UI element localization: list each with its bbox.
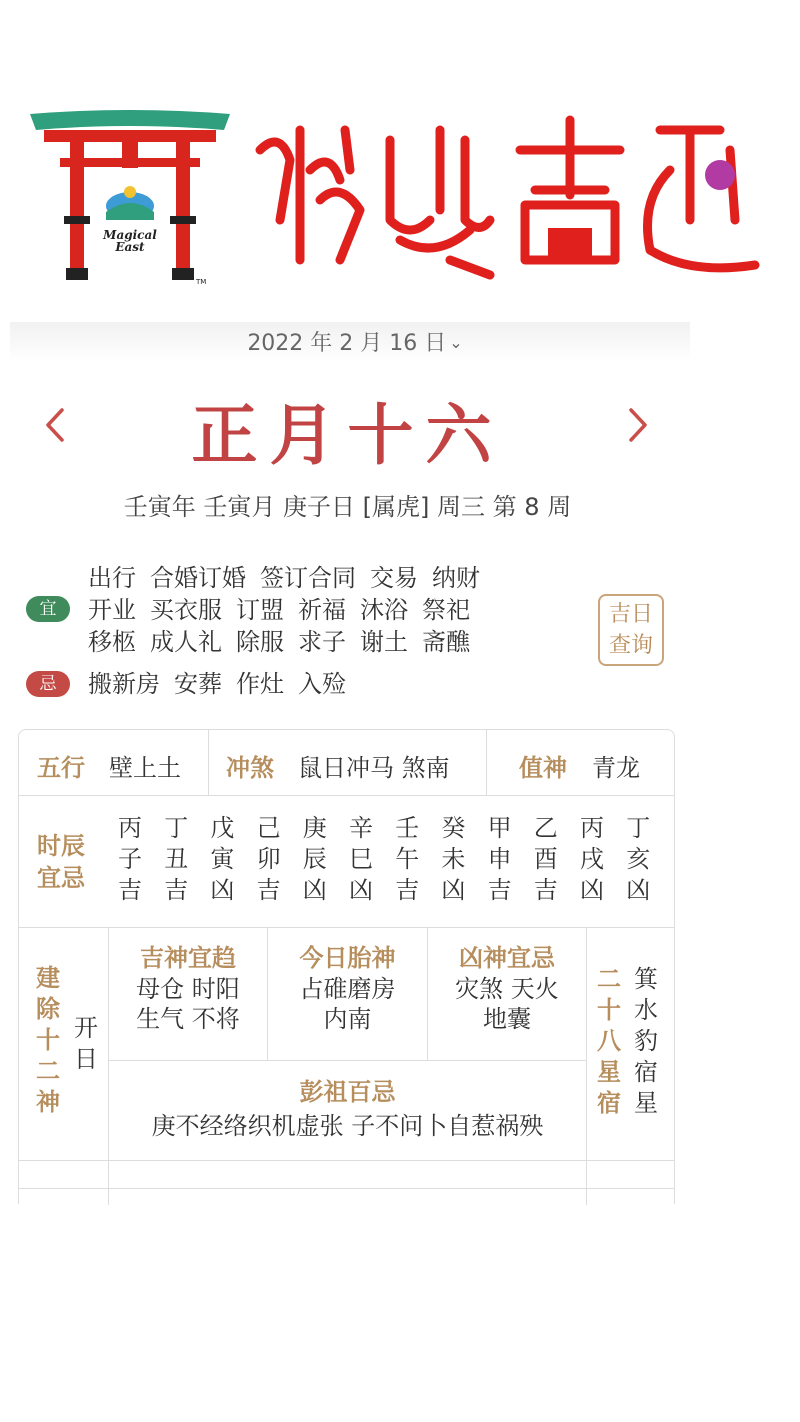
- xiongshen-line2: 地囊: [483, 1005, 531, 1033]
- xiongshen-label: 凶神宜忌: [459, 944, 555, 972]
- yi-list: [88, 562, 588, 658]
- hour-gan: 甲: [487, 814, 512, 842]
- xiu-value: [631, 964, 661, 1119]
- wuxing-value: 壁上土: [109, 754, 181, 782]
- hour-gan: 壬: [395, 814, 420, 842]
- yi-item: 交易: [370, 564, 418, 592]
- jianchu-value: [71, 1013, 101, 1075]
- xiu-label: [594, 964, 624, 1119]
- vertical-char: 星: [597, 1058, 621, 1086]
- jishen-line2: 生气 不将: [136, 1005, 240, 1033]
- yi-item: 移柩: [88, 628, 136, 656]
- svg-text:Magical: Magical: [103, 228, 157, 242]
- vertical-char: 除: [36, 995, 60, 1023]
- yi-item: 签订合同: [260, 564, 356, 592]
- yi-item: 开业: [88, 596, 136, 624]
- hour-zhi: 酉: [533, 845, 558, 873]
- hour-luck: 吉: [533, 876, 558, 904]
- hour-gan: 乙: [533, 814, 558, 842]
- yi-item: 斋醮: [422, 628, 470, 656]
- yi-item: 出行: [88, 564, 136, 592]
- vertical-char: 建: [36, 964, 60, 992]
- yi-item: 成人礼: [150, 628, 222, 656]
- jishen-line1: 母仓 时阳: [136, 975, 240, 1003]
- hour-luck: 吉: [256, 876, 281, 904]
- hour-column: [302, 813, 328, 906]
- chongsha-label: 冲煞: [226, 754, 274, 782]
- chevron-down-icon: ⌄: [449, 333, 463, 352]
- vertical-char: 十: [36, 1026, 60, 1054]
- lunar-date: 正月十六: [191, 396, 504, 474]
- ganzhi-line: 壬寅年 壬寅月 庚子日 [属虎] 周三 第 8 周: [123, 493, 572, 521]
- hour-luck: 凶: [441, 876, 466, 904]
- vertical-char: 豹: [634, 1027, 658, 1055]
- yi-item: 买衣服: [150, 596, 222, 624]
- vertical-char: 二: [36, 1057, 60, 1085]
- magical-east-torii-logo: [30, 108, 230, 288]
- almanac-table: [18, 729, 675, 1204]
- hour-zhi: 丑: [164, 845, 189, 873]
- pengzu-cell: [109, 1076, 586, 1144]
- jiri-button-line1: 吉日: [608, 602, 653, 627]
- ji-list: [88, 668, 588, 700]
- hour-gan: 辛: [349, 814, 373, 842]
- taishen-label: 今日胎神: [299, 944, 396, 972]
- hour-luck: 吉: [164, 876, 189, 904]
- hour-column: [440, 813, 466, 906]
- hour-luck: 凶: [349, 876, 373, 904]
- hour-zhi: 未: [441, 845, 466, 873]
- xiongshen-cell: [428, 942, 586, 1034]
- shichen-label: [37, 830, 85, 894]
- hour-column: [209, 813, 235, 906]
- ji-badge: 忌: [26, 671, 70, 697]
- next-day-arrow-icon[interactable]: [623, 400, 653, 450]
- hour-column: [256, 813, 282, 906]
- hour-luck: 吉: [487, 876, 512, 904]
- zhishen-value: 青龙: [592, 754, 640, 782]
- hour-gan: 丙: [118, 814, 142, 842]
- vertical-char: 箕: [634, 965, 658, 993]
- hour-column: [625, 813, 651, 906]
- wuxing-label: 五行: [37, 754, 85, 782]
- hour-gan: 丁: [626, 814, 651, 842]
- hour-zhi: 巳: [349, 845, 373, 873]
- hour-column: [533, 813, 559, 906]
- date-label: 2022 年 2 月 16 日: [247, 331, 447, 356]
- hour-zhi: 亥: [626, 845, 651, 873]
- hour-zhi: 申: [487, 845, 512, 873]
- vertical-char: 日: [74, 1045, 98, 1073]
- jishen-label: 吉神宜趋: [140, 944, 236, 972]
- ji-item: 入殓: [298, 670, 346, 698]
- vertical-char: 神: [36, 1088, 60, 1116]
- vertical-char: 二: [597, 965, 621, 993]
- hour-luck: 凶: [302, 876, 327, 904]
- zhishen-label: 值神: [519, 754, 567, 782]
- hour-column: [117, 813, 143, 906]
- vertical-char: 十: [597, 996, 621, 1024]
- jishen-cell: [109, 942, 267, 1034]
- shichen-label-line2: 宜忌: [37, 864, 85, 892]
- svg-text:East: East: [115, 240, 145, 254]
- taishen-line1: 占碓磨房: [299, 975, 396, 1003]
- jiri-button-line2: 查询: [608, 633, 653, 658]
- xiongshen-line1: 灾煞 天火: [455, 975, 559, 1003]
- yi-item: 祈福: [298, 596, 346, 624]
- yi-item: 祭祀: [422, 596, 470, 624]
- hour-column: [394, 813, 420, 906]
- hour-gan: 癸: [441, 814, 466, 842]
- yi-item: 除服: [236, 628, 284, 656]
- hour-luck: 凶: [210, 876, 235, 904]
- hour-zhi: 辰: [302, 845, 327, 873]
- hour-column: [163, 813, 189, 906]
- hour-gan: 丙: [580, 814, 604, 842]
- vertical-char: 星: [634, 1089, 658, 1117]
- calligraphy-title: [250, 110, 760, 280]
- hour-gan: 庚: [302, 814, 327, 842]
- hour-luck: 吉: [395, 876, 420, 904]
- vertical-char: 宿: [634, 1058, 658, 1086]
- hour-zhi: 子: [118, 845, 142, 873]
- svg-text:TM: TM: [196, 278, 207, 286]
- jianchu-label: [33, 963, 63, 1118]
- auspicious-day-query-button[interactable]: [598, 594, 664, 666]
- chongsha-value: 鼠日冲马 煞南: [298, 754, 450, 782]
- shichen-label-line1: 时辰: [37, 832, 85, 860]
- hour-zhi: 卯: [256, 845, 281, 873]
- date-picker[interactable]: [0, 326, 710, 357]
- app-header: [0, 0, 800, 325]
- hour-zhi: 寅: [210, 845, 235, 873]
- yi-item: 求子: [298, 628, 346, 656]
- yi-item: 谢土: [360, 628, 408, 656]
- hour-gan: 丁: [164, 814, 189, 842]
- vertical-char: 水: [634, 996, 658, 1024]
- hour-gan: 戊: [210, 814, 235, 842]
- taishen-cell: [268, 942, 427, 1034]
- hour-zhi: 戌: [580, 845, 604, 873]
- ji-item: 搬新房: [88, 670, 160, 698]
- hour-column: [487, 813, 513, 906]
- hour-column: [579, 813, 605, 906]
- hour-luck: 凶: [626, 876, 651, 904]
- vertical-char: 开: [74, 1014, 98, 1042]
- hour-luck: 吉: [118, 876, 142, 904]
- yi-item: 纳财: [432, 564, 480, 592]
- ji-item: 作灶: [236, 670, 284, 698]
- ji-item: 安葬: [174, 670, 222, 698]
- taishen-line2: 内南: [323, 1005, 372, 1033]
- yi-item: 订盟: [236, 596, 284, 624]
- yi-item: 沐浴: [360, 596, 408, 624]
- hour-zhi: 午: [395, 845, 420, 873]
- hour-column: [348, 813, 374, 906]
- vertical-char: 宿: [597, 1089, 621, 1117]
- yi-badge: 宜: [26, 596, 70, 622]
- pengzu-label: 彭祖百忌: [299, 1078, 396, 1106]
- pengzu-value: 庚不经络织机虚张 子不问卜自惹祸殃: [151, 1112, 544, 1140]
- yi-item: 合婚订婚: [150, 564, 246, 592]
- vertical-char: 八: [597, 1027, 621, 1055]
- hour-gan: 己: [256, 814, 281, 842]
- hour-luck: 凶: [580, 876, 604, 904]
